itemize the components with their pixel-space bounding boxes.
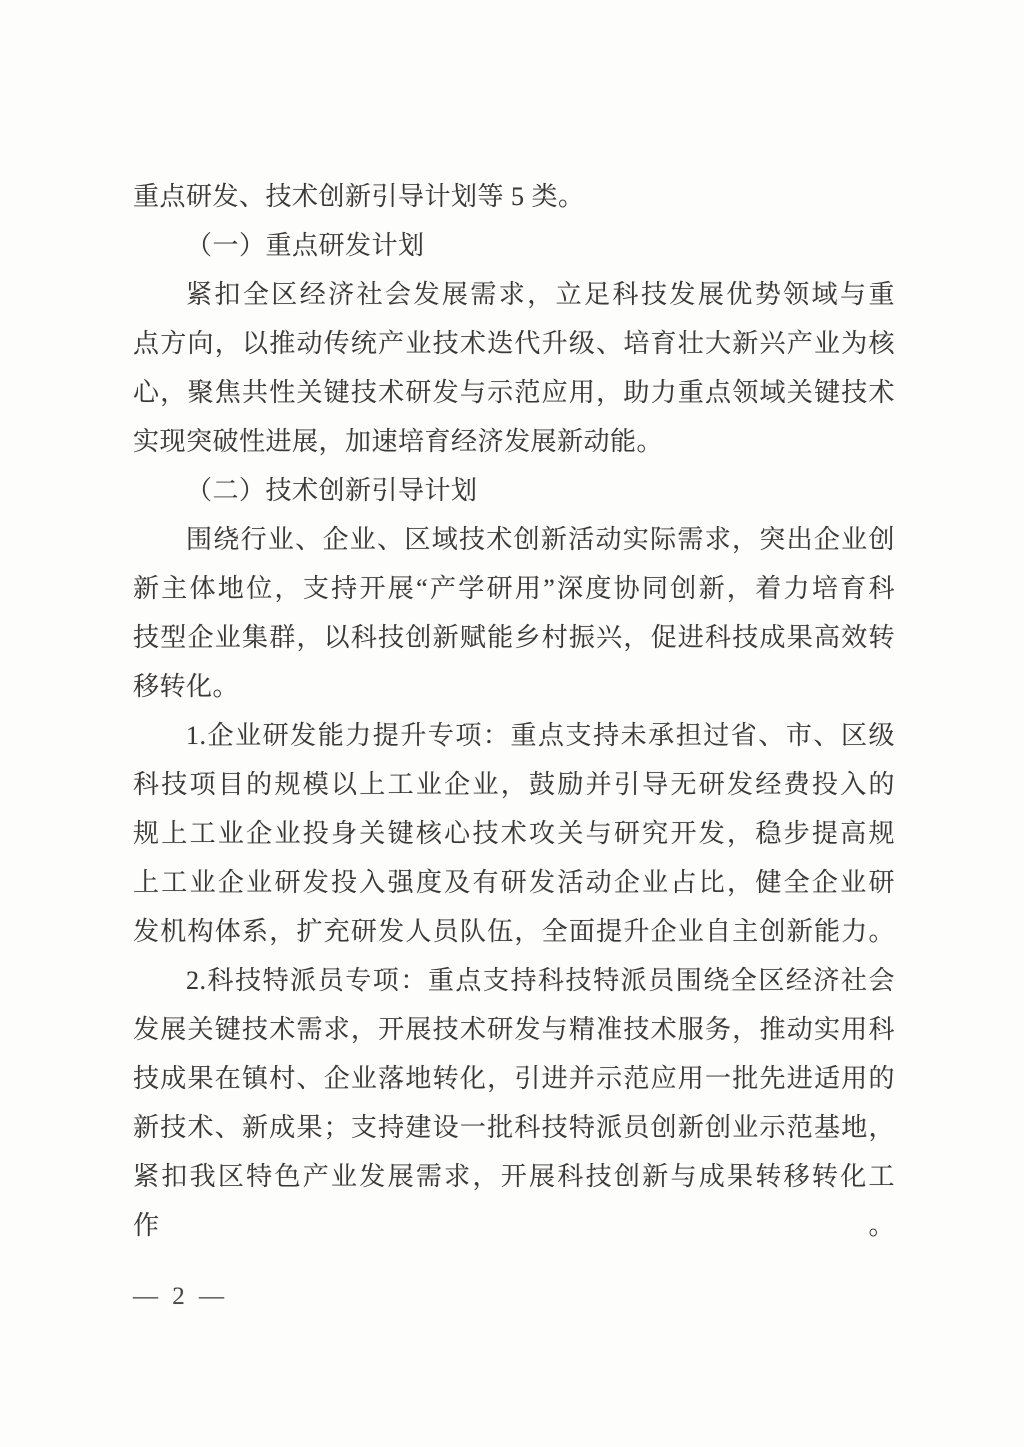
page-number: — 2 — — [133, 1283, 228, 1310]
text-line: 技成果在镇村、企业落地转化，引进并示范应用一批先进适用的 — [133, 1064, 895, 1093]
text-line: 围绕行业、企业、区域技术创新活动实际需求，突出企业创 — [186, 525, 895, 554]
text-line: 1.企业研发能力提升专项：重点支持未承担过省、市、区级 — [186, 721, 895, 750]
text-line: 心，聚焦共性关键技术研发与示范应用，助力重点领域关键技术 — [133, 378, 895, 407]
text-line: 发机构体系，扩充研发人员队伍，全面提升企业自主创新能力。 — [133, 917, 895, 946]
heading-line: （一）重点研发计划 — [186, 231, 425, 260]
text-line: 新技术、新成果；支持建设一批科技特派员创新创业示范基地， — [133, 1113, 895, 1142]
text-line: 点方向，以推动传统产业技术迭代升级、培育壮大新兴产业为核 — [133, 329, 895, 358]
text-line: 规上工业企业投身关键核心技术攻关与研究开发，稳步提高规 — [133, 819, 895, 848]
document-body — [133, 172, 895, 1240]
text-line: 上工业企业研发投入强度及有研发活动企业占比，健全企业研 — [133, 868, 895, 897]
text-line: 重点研发、技术创新引导计划等 5 类。 — [133, 182, 585, 211]
text-line: 移转化。 — [133, 672, 240, 701]
text-line: 技型企业集群，以科技创新赋能乡村振兴，促进科技成果高效转 — [133, 623, 895, 652]
text-line: 2.科技特派员专项：重点支持科技特派员围绕全区经济社会 — [186, 966, 895, 995]
text-line: 紧扣我区特色产业发展需求，开展科技创新与成果转移转化工作。 — [133, 1162, 895, 1240]
text-line: 实现突破性进展，加速培育经济发展新动能。 — [133, 427, 664, 456]
text-line: 紧扣全区经济社会发展需求，立足科技发展优势领域与重 — [186, 280, 895, 309]
text-line: 发展关键技术需求，开展技术研发与精准技术服务，推动实用科 — [133, 1015, 895, 1044]
text-line: 新主体地位，支持开展“产学研用”深度协同创新，着力培育科 — [133, 574, 895, 603]
heading-line: （二）技术创新引导计划 — [186, 476, 478, 505]
text-line: 科技项目的规模以上工业企业，鼓励并引导无研发经费投入的 — [133, 770, 895, 799]
